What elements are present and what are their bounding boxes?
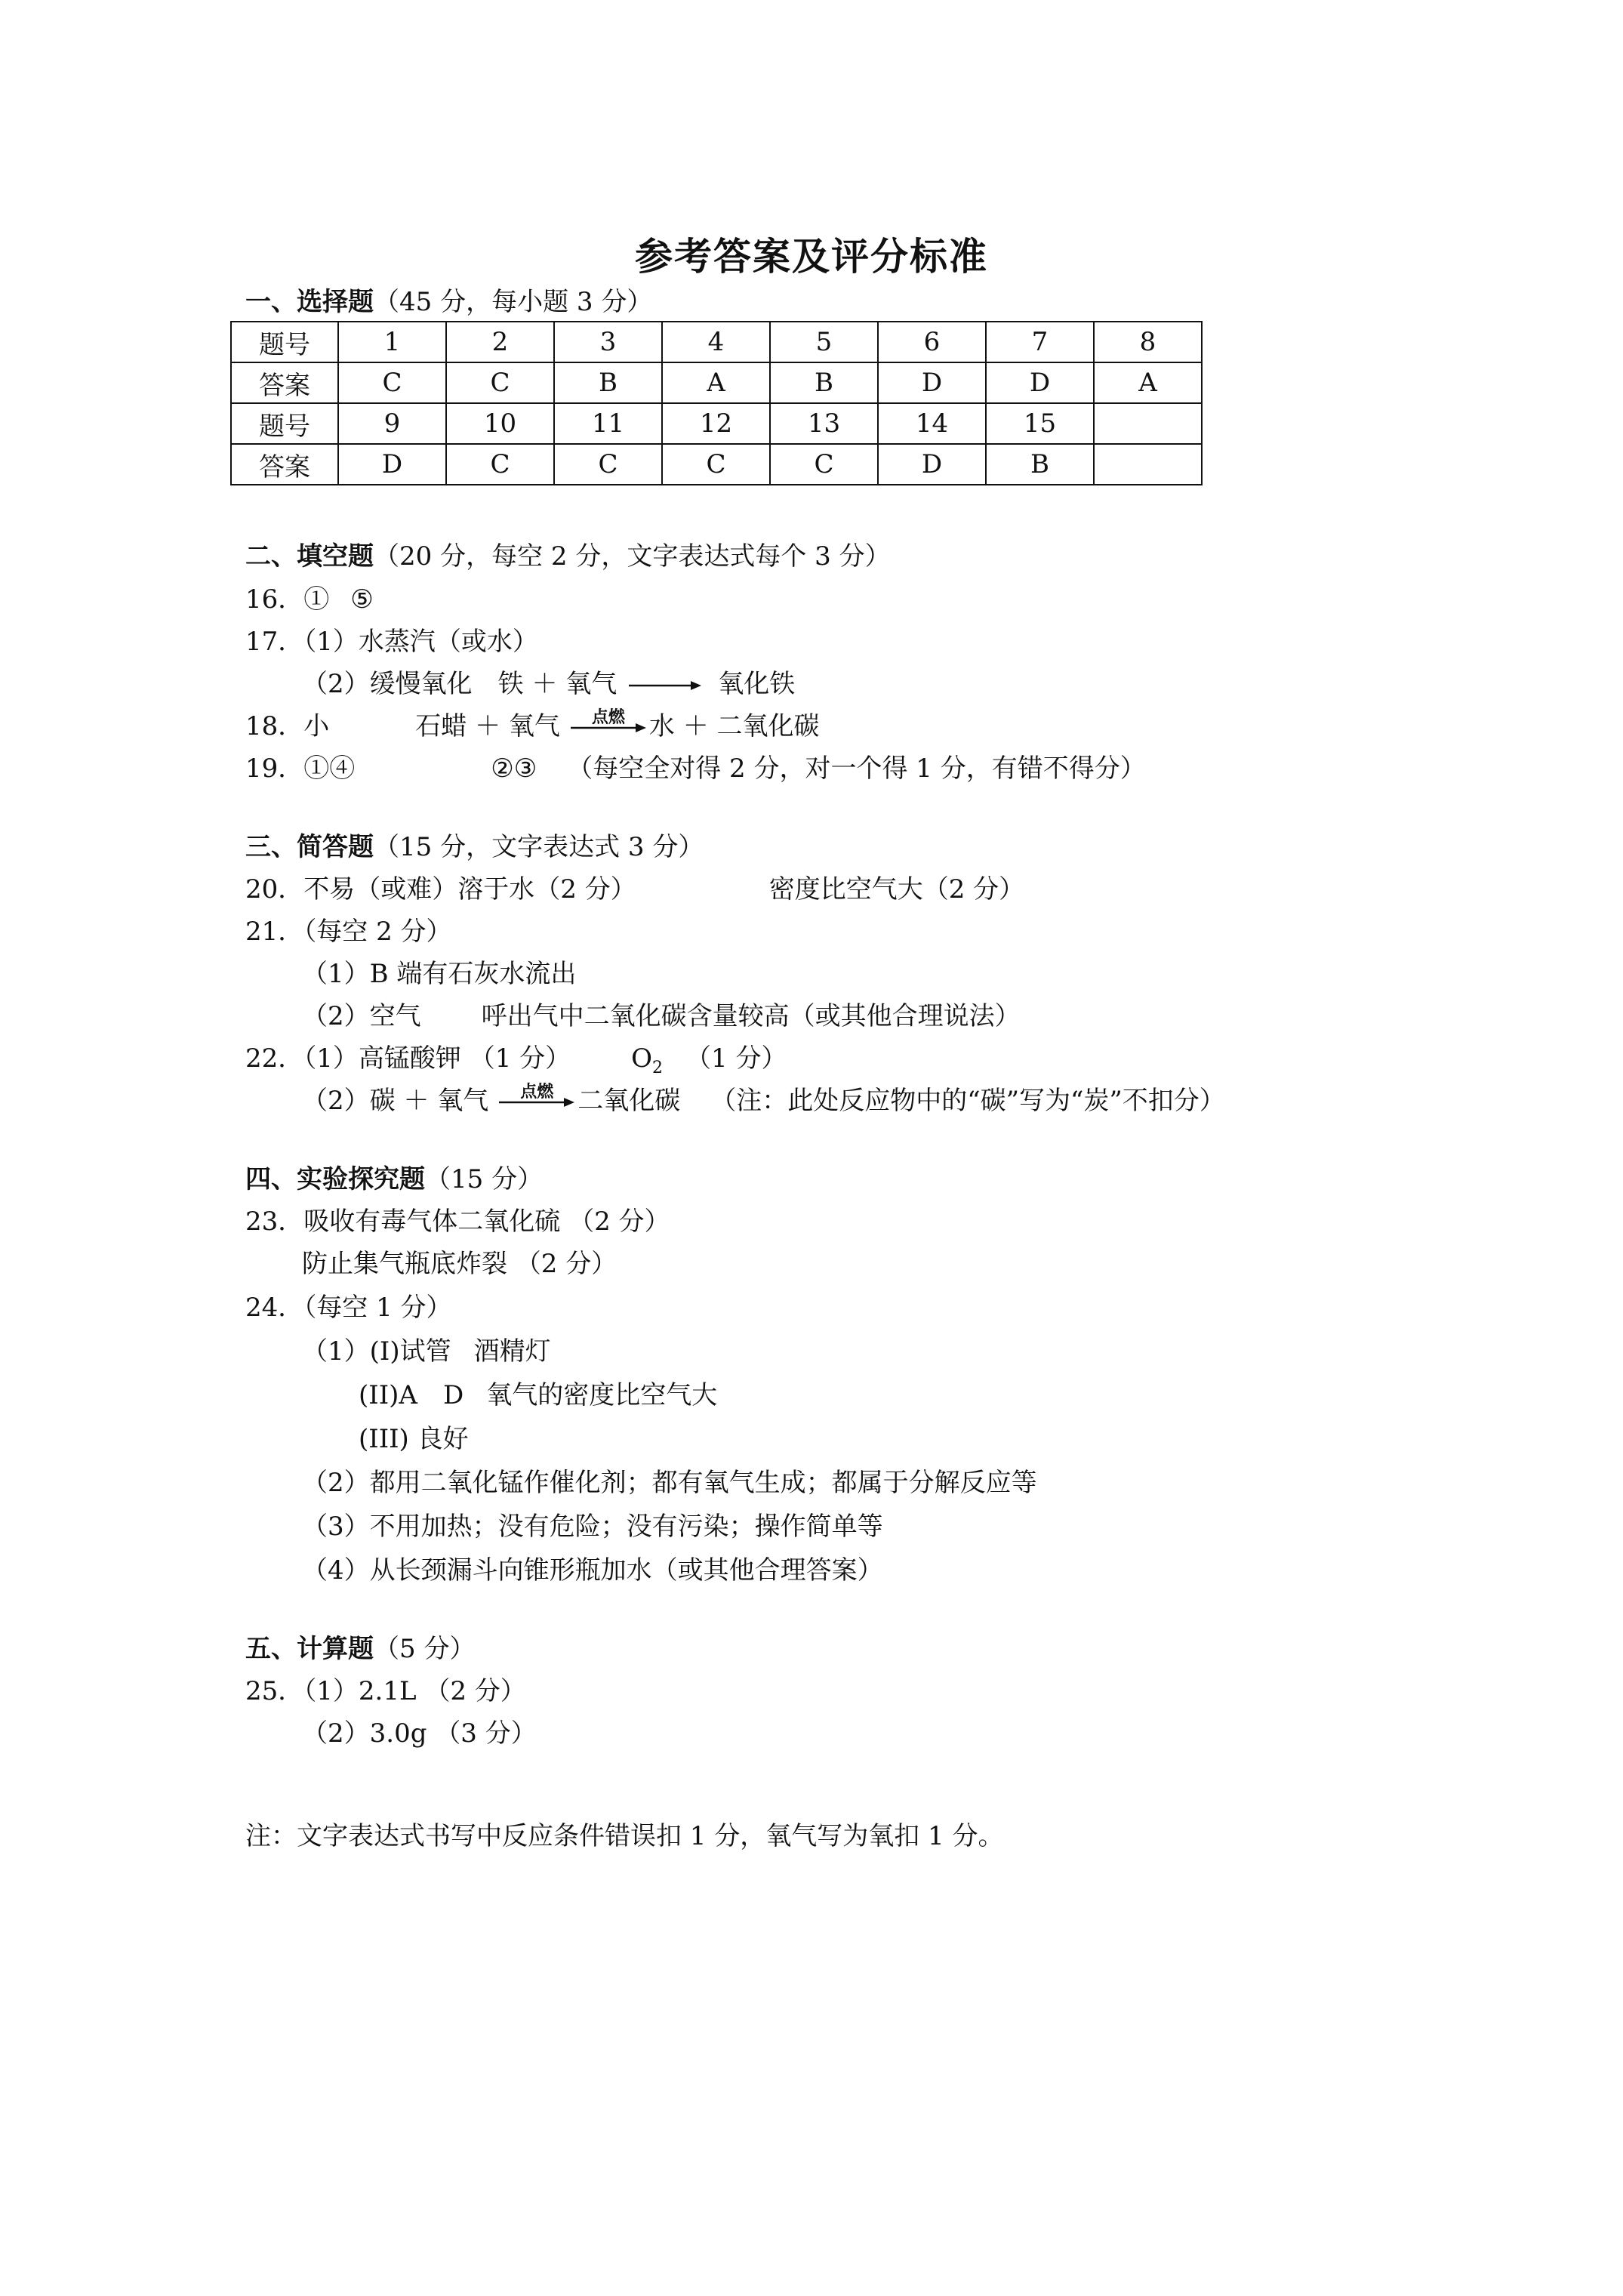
- table-cell: B: [554, 362, 662, 403]
- table-row: [231, 362, 1202, 403]
- table-row: [231, 322, 1202, 362]
- section-3-heading: 三、简答题（15 分，文字表达式 3 分）: [245, 832, 704, 862]
- section-5-heading: 五、计算题（5 分）: [245, 1634, 476, 1664]
- table-cell: 10: [446, 403, 554, 444]
- table-cell: 6: [878, 322, 986, 362]
- question-17-part-1: 17．（1）水蒸汽（或水）: [245, 627, 538, 657]
- table-row-header: 题号: [231, 322, 338, 362]
- table-cell: 8: [1094, 322, 1202, 362]
- table-cell: D: [878, 444, 986, 485]
- question-24-part-1-ii: (II)A D 氧气的密度比空气大: [359, 1380, 718, 1410]
- table-cell: 14: [878, 403, 986, 444]
- question-23-part-1: 23．吸收有毒气体二氧化硫 （2 分）: [245, 1207, 670, 1237]
- table-cell: B: [986, 444, 1094, 485]
- table-cell: D: [986, 362, 1094, 403]
- reaction-arrow: [629, 678, 701, 693]
- table-row-header: 题号: [231, 403, 338, 444]
- table-cell: A: [1094, 362, 1202, 403]
- question-22-part-2: （2）碳 ＋ 氧气 点燃 二氧化碳 （注：此处反应物中的“碳”写为“炭”不扣分）: [302, 1082, 1225, 1116]
- question-22-part-1: 22．（1）高锰酸钾 （1 分） $O_2$ （1 分）: [245, 1043, 787, 1077]
- table-cell: 4: [662, 322, 770, 362]
- table-cell: [1094, 403, 1202, 444]
- question-18: 18．小 石蜡 ＋ 氧气 点燃 水 ＋ 二氧化碳: [245, 707, 820, 741]
- table-row: [231, 444, 1202, 485]
- table-row-header: 答案: [231, 362, 338, 403]
- page-title: 参考答案及评分标准: [635, 234, 988, 279]
- table-row: [231, 403, 1202, 444]
- table-cell: 1: [338, 322, 446, 362]
- table-cell: C: [662, 444, 770, 485]
- table-row-header: 答案: [231, 444, 338, 485]
- section-1-heading: 一、选择题（45 分，每小题 3 分）: [245, 287, 653, 317]
- question-21: 21．（每空 2 分）: [245, 917, 452, 947]
- table-cell: 11: [554, 403, 662, 444]
- question-24-part-2: （2）都用二氧化锰作催化剂；都有氧气生成；都属于分解反应等: [302, 1468, 1037, 1498]
- table-cell: 12: [662, 403, 770, 444]
- table-cell: 3: [554, 322, 662, 362]
- question-20: 20．不易（或难）溶于水（2 分） 密度比空气大（2 分）: [245, 874, 1025, 905]
- question-24-part-3: （3）不用加热；没有危险；没有污染；操作简单等: [302, 1512, 883, 1542]
- question-21-part-1: （1）B 端有石灰水流出: [302, 959, 577, 989]
- question-21-part-2: （2）空气 呼出气中二氧化碳含量较高（或其他合理说法）: [302, 1001, 1021, 1031]
- section-2-heading: 二、填空题（20 分，每空 2 分，文字表达式每个 3 分）: [245, 541, 891, 572]
- question-25-part-1: 25．（1）2.1L （2 分）: [245, 1676, 526, 1706]
- table-cell: [1094, 444, 1202, 485]
- section-4-heading: 四、实验探究题（15 分）: [245, 1164, 544, 1194]
- table-cell: C: [554, 444, 662, 485]
- question-24-part-1-iii: (III) 良好: [359, 1424, 469, 1454]
- footnote: 注：文字表达式书写中反应条件错误扣 1 分，氧气写为氧扣 1 分。: [245, 1821, 1004, 1851]
- reaction-arrow-ignite: 点燃: [571, 720, 646, 735]
- table-cell: A: [662, 362, 770, 403]
- table-cell: 15: [986, 403, 1094, 444]
- table-cell: 7: [986, 322, 1094, 362]
- table-cell: C: [446, 444, 554, 485]
- question-24-part-4: （4）从长颈漏斗向锥形瓶加水（或其他合理答案）: [302, 1555, 883, 1586]
- table-cell: 9: [338, 403, 446, 444]
- table-cell: B: [770, 362, 878, 403]
- question-24: 24．（每空 1 分）: [245, 1293, 452, 1323]
- table-cell: C: [770, 444, 878, 485]
- table-cell: D: [878, 362, 986, 403]
- question-19: 19．①④ ②③ （每空全对得 2 分，对一个得 1 分，有错不得分）: [245, 754, 1146, 784]
- reaction-arrow-ignite: 点燃: [499, 1095, 574, 1110]
- question-25-part-2: （2）3.0g （3 分）: [302, 1718, 537, 1749]
- table-cell: C: [338, 362, 446, 403]
- question-23-part-2: 防止集气瓶底炸裂 （2 分）: [302, 1249, 617, 1279]
- table-cell: 5: [770, 322, 878, 362]
- table-cell: 2: [446, 322, 554, 362]
- table-cell: C: [446, 362, 554, 403]
- question-24-part-1-i: （1）(I)试管 酒精灯: [302, 1336, 551, 1367]
- answer-table: [230, 321, 1203, 485]
- table-cell: D: [338, 444, 446, 485]
- table-cell: 13: [770, 403, 878, 444]
- question-16: 16．① ⑤: [245, 584, 374, 615]
- question-17-part-2: （2）缓慢氧化 铁 ＋ 氧气 氧化铁: [302, 669, 796, 699]
